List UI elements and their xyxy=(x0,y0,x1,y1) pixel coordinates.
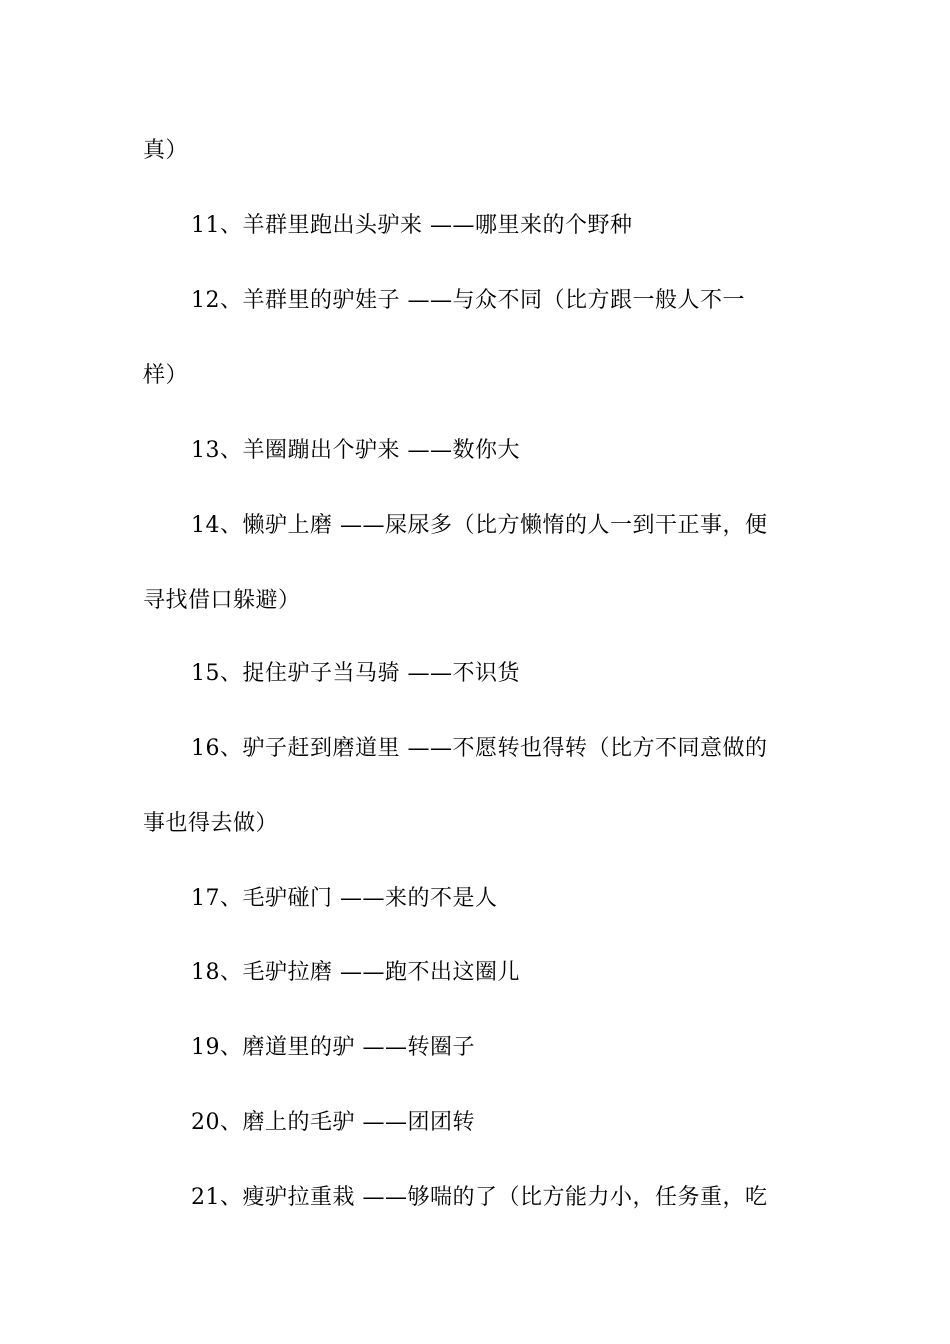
text-line-item-16: 16、驴子赶到磨道里 ——不愿转也得转（比方不同意做的 xyxy=(191,736,768,761)
text-line-item-14-continuation: 寻找借口躲避） xyxy=(143,588,301,613)
text-line-item-17: 17、毛驴碰门 ——来的不是人 xyxy=(191,886,498,911)
text-line-item-19: 19、磨道里的驴 ——转圈子 xyxy=(191,1035,475,1060)
text-line-item-21: 21、瘦驴拉重栽 ——够喘的了（比方能力小，任务重，吃 xyxy=(191,1185,768,1210)
text-line-item-12: 12、羊群里的驴娃子 ——与众不同（比方跟一般人不一 xyxy=(191,288,745,313)
text-line-item-13: 13、羊圈蹦出个驴来 ——数你大 xyxy=(191,438,520,463)
text-line-item-12-continuation: 样） xyxy=(143,363,189,388)
text-line-item-20: 20、磨上的毛驴 ——团团转 xyxy=(191,1110,475,1135)
text-line-item-14: 14、懒驴上磨 ——屎尿多（比方懒惰的人一到干正事，便 xyxy=(191,513,768,538)
text-line-item-11: 11、羊群里跑出头驴来 ——哪里来的个野种 xyxy=(191,213,633,238)
text-line-continuation: 真） xyxy=(143,138,189,163)
text-line-item-15: 15、捉住驴子当马骑 ——不识货 xyxy=(191,661,520,686)
text-line-item-18: 18、毛驴拉磨 ——跑不出这圈儿 xyxy=(191,960,520,985)
text-line-item-16-continuation: 事也得去做） xyxy=(143,811,279,836)
